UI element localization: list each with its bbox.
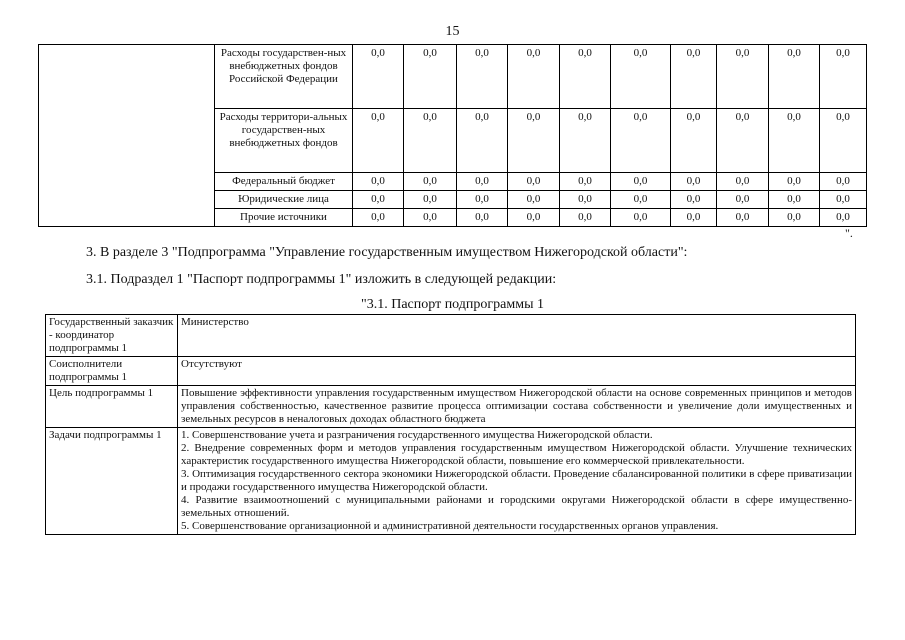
funding-value: 0,0: [611, 45, 671, 109]
funding-value: 0,0: [457, 109, 508, 173]
funding-value: 0,0: [671, 191, 717, 209]
finance-row: [39, 45, 867, 109]
paragraph-subsection-3-1: 3.1. Подраздел 1 "Паспорт подпрограммы 1" изложить в следующей редакции:: [86, 272, 557, 287]
passport-label: Соисполнители подпрограммы 1: [46, 357, 178, 386]
funding-value: 0,0: [457, 191, 508, 209]
paragraph-section-3: 3. В разделе 3 "Подпрограмма "Управление государственным имуществом Нижегородской области":: [86, 245, 688, 260]
passport-label: Цель подпрограммы 1: [46, 386, 178, 428]
passport-label: Государственный заказчик - координатор подпрограммы 1: [46, 315, 178, 357]
passport-value-item: 2. Внедрение современных форм и методов управления государственным имуществом Нижегородской области. Улучшение технических характеристик государственного имущества Нижегородской области, повышение его коммерческой привлекательности.: [181, 442, 852, 467]
funding-value: 0,0: [671, 173, 717, 191]
funding-value: 0,0: [820, 109, 867, 173]
passport-label: Задачи подпрограммы 1: [46, 428, 178, 535]
finance-empty-cell: [39, 45, 215, 227]
funding-value: 0,0: [611, 191, 671, 209]
funding-value: 0,0: [717, 209, 769, 227]
funding-value: 0,0: [560, 109, 611, 173]
funding-value: 0,0: [508, 191, 560, 209]
funding-value: 0,0: [769, 209, 820, 227]
funding-value: 0,0: [457, 209, 508, 227]
funding-source: Юридические лица: [215, 191, 353, 209]
funding-value: 0,0: [508, 109, 560, 173]
page-number: 15: [445, 24, 460, 39]
funding-source: Прочие источники: [215, 209, 353, 227]
funding-value: 0,0: [353, 109, 404, 173]
funding-value: 0,0: [769, 173, 820, 191]
funding-source: Федеральный бюджет: [215, 173, 353, 191]
funding-value: 0,0: [508, 45, 560, 109]
funding-value: 0,0: [820, 191, 867, 209]
passport-value-item: Повышение эффективности управления государственным имуществом Нижегородской области на основе современных принципов и методов управления собственностью, качественное развитие процесса оптимизации состава собственности и увеличение доли имущественных и земельных ресурсов в неналоговых доходах областного бюджета: [181, 387, 852, 425]
funding-value: 0,0: [404, 209, 457, 227]
funding-value: 0,0: [560, 173, 611, 191]
passport-row: [46, 315, 856, 357]
funding-value: 0,0: [671, 209, 717, 227]
funding-value: 0,0: [404, 191, 457, 209]
funding-value: 0,0: [717, 191, 769, 209]
passport-value-item: 1. Совершенствование учета и разграничения государственного имущества Нижегородской области.: [181, 429, 653, 441]
passport-value: [178, 357, 856, 386]
funding-value: 0,0: [353, 209, 404, 227]
passport-title: "3.1. Паспорт подпрограммы 1: [361, 297, 544, 312]
funding-value: 0,0: [611, 109, 671, 173]
passport-value-item: 5. Совершенствование организационной и административной деятельности государственных органов управления.: [181, 520, 719, 532]
funding-value: 0,0: [820, 173, 867, 191]
funding-value: 0,0: [404, 109, 457, 173]
funding-value: 0,0: [560, 191, 611, 209]
passport-value-item: 3. Оптимизация государственного сектора экономики Нижегородской области. Проведение сбалансированной политики в сфере приватизации и продажи государственного имущества Нижегородской области.: [181, 468, 852, 493]
funding-source: Расходы государствен-ных внебюджетных фондов Российской Федерации: [215, 45, 353, 109]
funding-value: 0,0: [353, 173, 404, 191]
funding-value: 0,0: [820, 209, 867, 227]
funding-value: 0,0: [457, 45, 508, 109]
passport-value: [178, 428, 856, 535]
passport-row: [46, 386, 856, 428]
funding-value: 0,0: [560, 209, 611, 227]
funding-value: 0,0: [611, 173, 671, 191]
funding-value: 0,0: [560, 45, 611, 109]
finance-table: [38, 44, 867, 227]
funding-value: 0,0: [717, 109, 769, 173]
passport-value: [178, 386, 856, 428]
funding-value: 0,0: [717, 45, 769, 109]
funding-value: 0,0: [508, 209, 560, 227]
funding-source: Расходы территори-альных государствен-ных внебюджетных фондов: [215, 109, 353, 173]
closing-quote: ".: [845, 226, 853, 240]
passport-row: [46, 428, 856, 535]
passport-row: [46, 357, 856, 386]
funding-value: 0,0: [671, 109, 717, 173]
funding-value: 0,0: [769, 191, 820, 209]
funding-value: 0,0: [820, 45, 867, 109]
funding-value: 0,0: [404, 173, 457, 191]
passport-value: [178, 315, 856, 357]
funding-value: 0,0: [717, 173, 769, 191]
funding-value: 0,0: [769, 45, 820, 109]
passport-value-item: Министерство: [181, 316, 249, 328]
passport-value-item: Отсутствуют: [181, 358, 242, 370]
funding-value: 0,0: [353, 191, 404, 209]
funding-value: 0,0: [404, 45, 457, 109]
funding-value: 0,0: [508, 173, 560, 191]
passport-table: [45, 314, 856, 535]
funding-value: 0,0: [769, 109, 820, 173]
funding-value: 0,0: [671, 45, 717, 109]
passport-value-item: 4. Развитие взаимоотношений с муниципальными районами и городскими округами Нижегородской области в сфере имущественно-земельных отношений.: [181, 494, 852, 519]
funding-value: 0,0: [353, 45, 404, 109]
funding-value: 0,0: [611, 209, 671, 227]
funding-value: 0,0: [457, 173, 508, 191]
